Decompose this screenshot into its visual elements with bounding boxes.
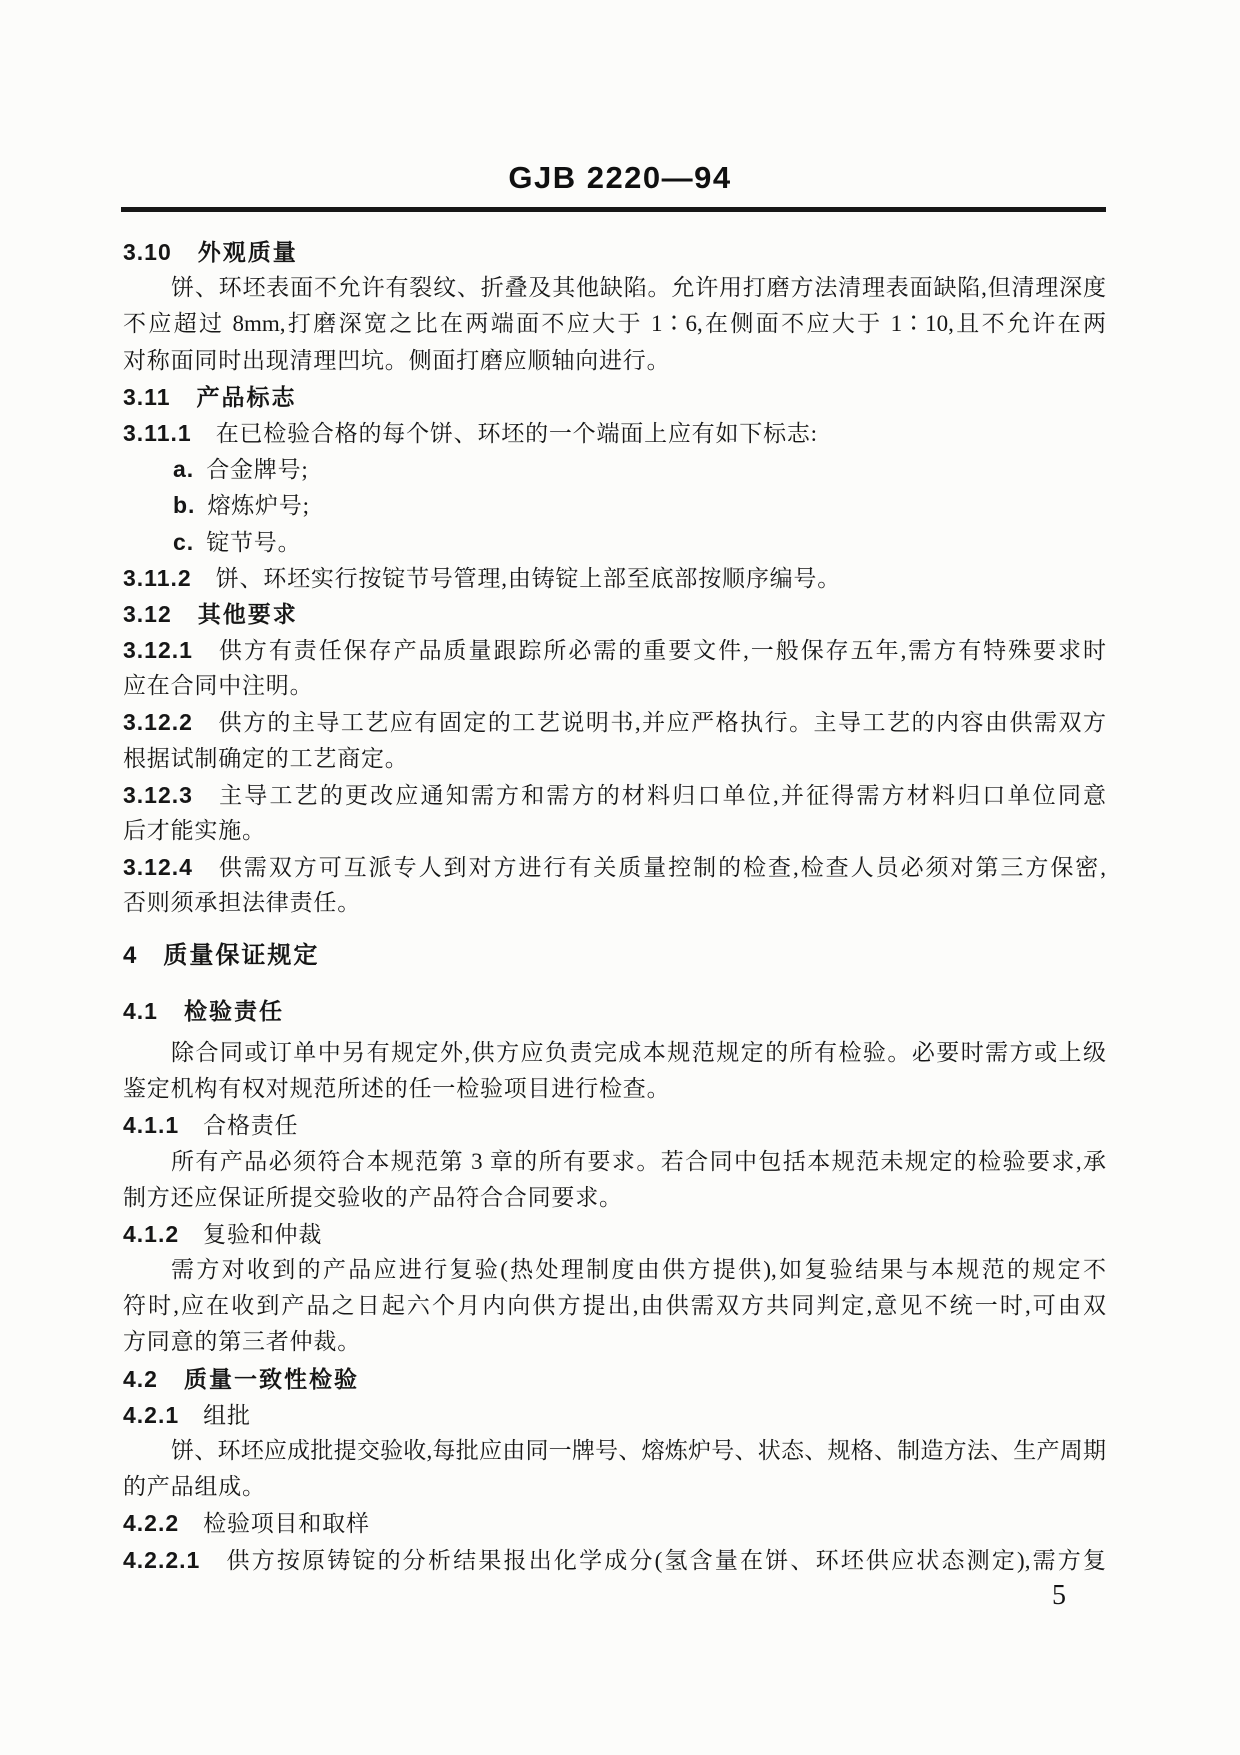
line-text: 对称面同时出现清理凹坑。侧面打磨应顺轴向进行。 (123, 347, 671, 373)
clause-number: 4.1 (123, 997, 158, 1024)
heading-chapter-4 (123, 938, 1106, 974)
text-line (123, 1324, 1106, 1360)
clause-title: 其他要求 (197, 600, 298, 627)
text-line (123, 1252, 1106, 1288)
line-text: 否则须承担法律责任。 (123, 890, 361, 916)
line-text: 复验和仲裁 (203, 1221, 323, 1247)
clause-number: 4.2.2.1 (123, 1546, 201, 1573)
line-text: 需方对收到的产品应进行复验(热处理制度由供方提供),如复验结果与本规范的规定不 (171, 1257, 1106, 1283)
clause-3-12-1 (123, 632, 1106, 668)
clause-number: 3.12.2 (123, 709, 193, 736)
text-line (123, 1469, 1106, 1505)
line-text: 供方的主导工艺应有固定的工艺说明书,并应严格执行。主导工艺的内容由供需双方 (216, 710, 1106, 736)
heading-3-11 (123, 379, 1106, 415)
line-text: 方同意的第三者仲裁。 (123, 1329, 361, 1355)
clause-number: 4.1.2 (123, 1220, 180, 1247)
line-text: 不应超过 8mm,打磨深宽之比在两端面不应大于 1∶6,在侧面不应大于 1∶10,且不允许在两 (123, 311, 1106, 337)
clause-title: 产品标志 (196, 383, 297, 410)
clause-3-12-3 (123, 777, 1106, 813)
document-body (123, 234, 1106, 1578)
clause-3-11-1 (123, 415, 1106, 451)
text-line (123, 813, 1106, 849)
text-line (123, 668, 1106, 704)
line-text: 的产品组成。 (123, 1474, 266, 1500)
text-line (123, 270, 1106, 306)
clause-3-11-2 (123, 560, 1106, 596)
list-marker: c. (173, 528, 195, 555)
clause-4-1-2 (123, 1216, 1106, 1252)
clause-number: 4.2.1 (123, 1401, 180, 1428)
chapter-title: 质量保证规定 (163, 941, 320, 969)
clause-title: 外观质量 (197, 239, 298, 265)
clause-3-12-2 (123, 704, 1106, 740)
text-line (123, 1035, 1106, 1071)
line-text: 合金牌号; (206, 457, 309, 483)
text-line (123, 1071, 1106, 1107)
list-item-c (123, 524, 1106, 560)
line-text: 后才能实施。 (123, 818, 266, 843)
clause-number: 3.10 (123, 239, 172, 265)
text-line (123, 1180, 1106, 1216)
line-text: 根据试制确定的工艺商定。 (123, 745, 409, 771)
chapter-number: 4 (123, 941, 138, 969)
list-item-b (123, 487, 1106, 523)
line-text: 组批 (203, 1402, 251, 1428)
text-line (123, 306, 1106, 342)
clause-title: 质量一致性检验 (183, 1365, 359, 1392)
text-line (123, 1288, 1106, 1324)
clause-number: 3.12.1 (123, 637, 193, 664)
clause-4-1-1 (123, 1107, 1106, 1143)
heading-4-2 (123, 1361, 1106, 1397)
line-text: 符时,应在收到产品之日起六个月内向供方提出,由供需双方共同判定,意见不统一时,可由双 (123, 1293, 1106, 1319)
line-text: 主导工艺的更改应通知需方和需方的材料归口单位,并征得需方材料归口单位同意 (216, 782, 1106, 808)
clause-number: 4.2 (123, 1365, 158, 1392)
line-text: 应在合同中注明。 (123, 673, 314, 699)
line-text: 所有产品必须符合本规范第 3 章的所有要求。若合同中包括本规范未规定的检验要求,承 (171, 1148, 1106, 1174)
line-text: 除合同或订单中另有规定外,供方应负责完成本规范规定的所有检验。必要时需方或上级 (171, 1039, 1106, 1065)
line-text: 饼、环坯表面不允许有裂纹、折叠及其他缺陷。允许用打磨方法清理表面缺陷,但清理深度 (171, 275, 1106, 301)
text-line (123, 343, 1106, 379)
text-line (123, 1433, 1106, 1469)
clause-number: 4.1.1 (123, 1112, 180, 1139)
clause-4-2-2-1 (123, 1542, 1106, 1578)
line-text: 供方按原铸锭的分析结果报出化学成分(氢含量在饼、环坯供应状态测定),需方复 (224, 1547, 1106, 1573)
line-text: 供需双方可互派专人到对方进行有关质量控制的检查,检查人员必须对第三方保密, (216, 855, 1106, 881)
line-text: 饼、环坯实行按锭节号管理,由铸锭上部至底部按顺序编号。 (215, 565, 842, 591)
line-text: 锭节号。 (206, 529, 302, 555)
line-text: 供方有责任保存产品质量跟踪所必需的重要文件,一般保存五年,需方有特殊要求时 (216, 638, 1106, 664)
standard-code-header: GJB 2220—94 (508, 160, 732, 195)
list-item-a (123, 451, 1106, 487)
header-rule (121, 207, 1106, 212)
text-line (123, 1144, 1106, 1180)
line-text: 制方还应保证所提交验收的产品符合合同要求。 (123, 1184, 623, 1210)
line-text: 合格责任 (203, 1113, 299, 1139)
clause-number: 3.11.2 (123, 564, 192, 591)
clause-number: 3.12.3 (123, 781, 193, 808)
heading-3-12 (123, 596, 1106, 632)
clause-number: 3.12.4 (123, 854, 193, 881)
text-line (123, 741, 1106, 777)
page-number: 5 (1052, 1580, 1067, 1611)
clause-number: 3.11.1 (123, 419, 192, 446)
line-text: 饼、环坯应成批提交验收,每批应由同一牌号、熔炼炉号、状态、规格、制造方法、生产周期 (171, 1438, 1106, 1463)
line-text: 在已检验合格的每个饼、环坯的一个端面上应有如下标志: (215, 420, 818, 446)
clause-number: 3.12 (123, 600, 172, 627)
line-text: 熔炼炉号; (207, 493, 310, 519)
clause-number: 4.2.2 (123, 1510, 180, 1537)
clause-4-2-1 (123, 1397, 1106, 1433)
heading-4-1 (123, 993, 1106, 1029)
clause-number: 3.11 (123, 383, 171, 410)
line-text: 鉴定机构有权对规范所述的任一检验项目进行检查。 (123, 1076, 671, 1102)
clause-3-12-4 (123, 849, 1106, 885)
line-text: 检验项目和取样 (203, 1511, 370, 1537)
clause-4-2-2 (123, 1505, 1106, 1541)
heading-3-10 (123, 234, 1106, 270)
list-marker: a. (173, 456, 195, 483)
text-line (123, 885, 1106, 921)
clause-title: 检验责任 (183, 997, 284, 1024)
list-marker: b. (173, 492, 196, 519)
